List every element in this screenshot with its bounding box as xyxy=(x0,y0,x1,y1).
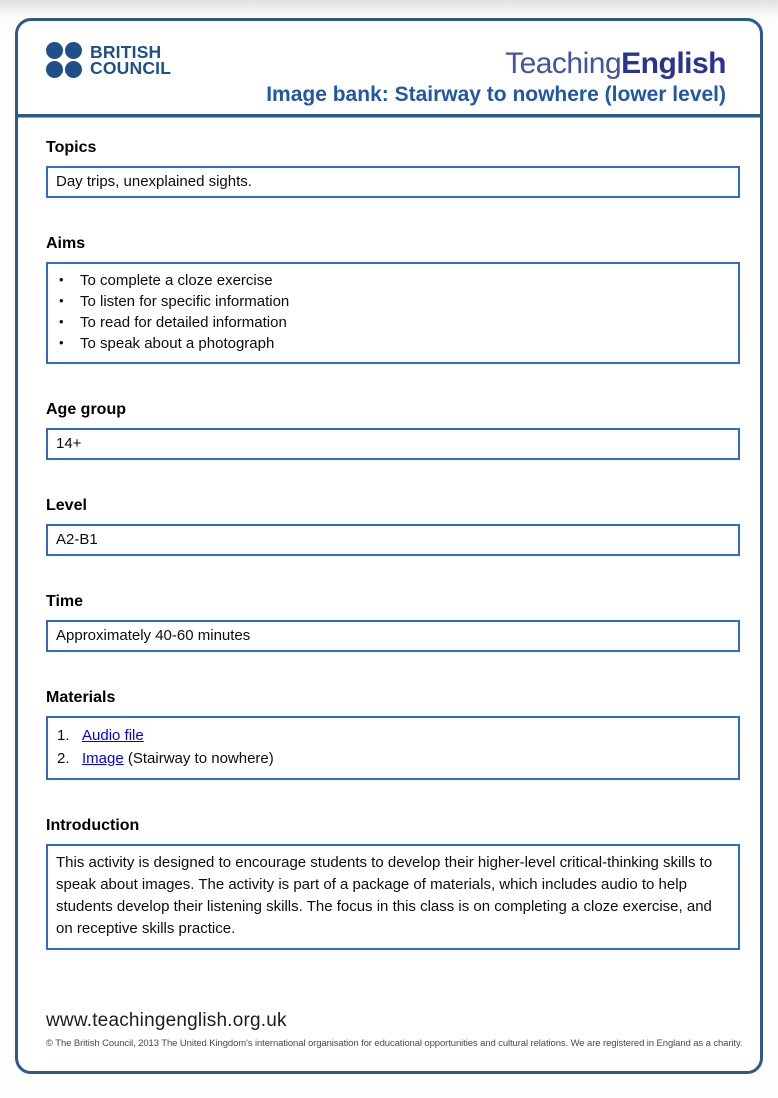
header-logo-row xyxy=(46,38,726,81)
footer-url: www.teachingenglish.org.uk xyxy=(46,1010,287,1031)
british-council-dots-icon xyxy=(46,42,82,78)
page-title: Image bank: Stairway to nowhere (lower level) xyxy=(266,83,726,106)
section-topics xyxy=(46,139,740,198)
age-group-box xyxy=(46,428,740,460)
section-materials xyxy=(46,689,740,780)
teaching-english-wordmark xyxy=(505,47,726,81)
top-shade xyxy=(0,0,778,18)
brand-english: English xyxy=(621,47,726,80)
list-number: 2. xyxy=(57,750,70,767)
british-council-logo xyxy=(46,42,171,78)
time-heading: Time xyxy=(46,593,84,610)
aims-item xyxy=(56,291,730,312)
british-council-wordmark xyxy=(90,41,172,78)
footer-copyright: © The British Council, 2013 The United Kingdom's international organisation for educational opportunities and cultural relations. We are registered in England as a charity. xyxy=(46,1038,743,1049)
section-aims xyxy=(46,235,740,364)
section-level xyxy=(46,497,740,556)
logo-line-1: BRITISH xyxy=(90,41,162,62)
aims-item-text: To complete a cloze exercise xyxy=(80,272,273,289)
logo-line-2: COUNCIL xyxy=(90,58,172,78)
materials-heading: Materials xyxy=(46,689,116,706)
section-introduction xyxy=(46,817,740,950)
content xyxy=(18,117,760,950)
header xyxy=(18,21,760,114)
level-heading: Level xyxy=(46,497,87,514)
document-page xyxy=(15,18,763,1074)
brand-teaching: Teaching xyxy=(505,47,622,80)
materials-item-text xyxy=(82,724,144,747)
time-box xyxy=(46,620,740,652)
section-age-group xyxy=(46,401,740,460)
aims-box xyxy=(46,262,740,364)
topics-text: Day trips, unexplained sights. xyxy=(56,173,252,190)
materials-item xyxy=(56,724,730,747)
materials-item xyxy=(56,747,730,770)
level-box xyxy=(46,524,740,556)
aims-item xyxy=(56,270,730,291)
materials-item-after: (Stairway to nowhere) xyxy=(123,750,274,767)
bullet-icon: • xyxy=(59,314,64,329)
aims-item xyxy=(56,333,730,354)
introduction-box xyxy=(46,844,740,950)
section-time xyxy=(46,593,740,652)
topics-box xyxy=(46,166,740,198)
list-number: 1. xyxy=(57,727,70,744)
introduction-heading: Introduction xyxy=(46,817,140,834)
footer xyxy=(18,1010,760,1071)
age-group-text: 14+ xyxy=(56,435,82,452)
bullet-icon: • xyxy=(59,293,64,308)
aims-item xyxy=(56,312,730,333)
audio-file-link[interactable]: Audio file xyxy=(82,727,144,744)
materials-item-text xyxy=(82,747,274,770)
topics-heading: Topics xyxy=(46,139,97,156)
aims-item-text: To listen for specific information xyxy=(80,293,290,310)
bullet-icon: • xyxy=(59,335,64,350)
aims-item-text: To speak about a photograph xyxy=(80,335,275,352)
image-link[interactable]: Image xyxy=(82,750,124,767)
aims-item-text: To read for detailed information xyxy=(80,314,287,331)
materials-box xyxy=(46,716,740,780)
introduction-text: This activity is designed to encourage students to develop their higher-level critical-thinking skills to speak about images. The activity is part of a package of materials, which includes audio to help students develop their listening skills. The focus in this class is on completing a cloze exercise, and on receptive skills practice. xyxy=(56,854,713,937)
level-text: A2-B1 xyxy=(56,531,98,548)
bullet-icon: • xyxy=(59,272,64,287)
aims-heading: Aims xyxy=(46,235,86,252)
time-text: Approximately 40-60 minutes xyxy=(56,627,251,644)
age-group-heading: Age group xyxy=(46,401,126,418)
